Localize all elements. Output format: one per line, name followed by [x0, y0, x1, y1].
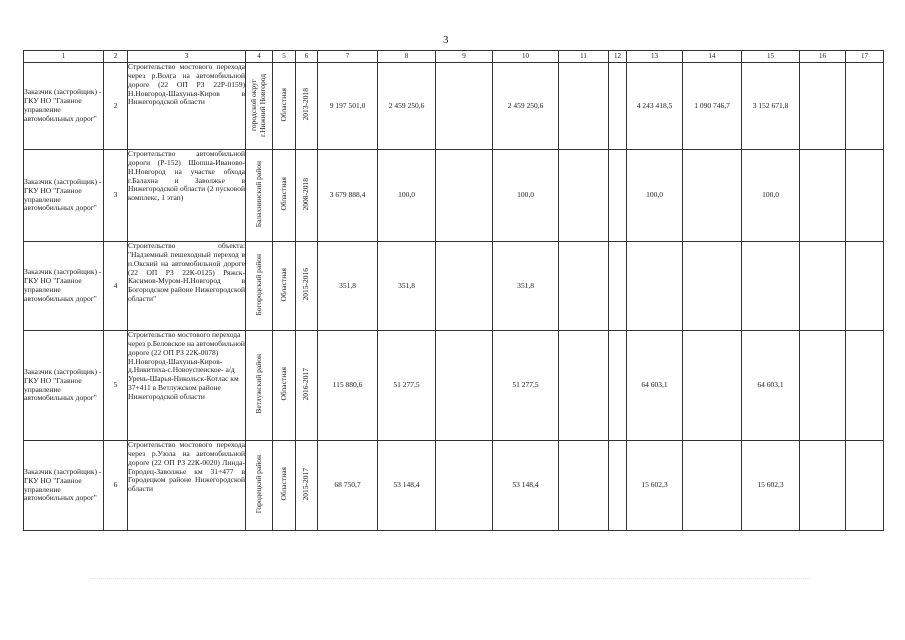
- value-cell-9: [436, 331, 493, 441]
- value-cell-15: 100,0: [742, 150, 800, 242]
- value-cell-15: 3 152 671,8: [742, 63, 800, 150]
- column-header-14: 14: [683, 51, 742, 63]
- row-number-cell: 5: [104, 331, 128, 441]
- district-cell: [246, 150, 273, 242]
- value-cell-7: 3 679 888,4: [318, 150, 378, 242]
- column-number-row: [24, 51, 884, 63]
- value-cell-7: 9 197 501,0: [318, 63, 378, 150]
- level-cell: [273, 150, 296, 242]
- district-cell: [246, 242, 273, 331]
- level-cell: [273, 331, 296, 441]
- customer-cell: Заказчик (застройщик) - ГКУ НО "Главное управление автомобильных дорог": [24, 150, 104, 242]
- value-cell-14: [683, 150, 742, 242]
- value-cell-13: 100,0: [627, 150, 683, 242]
- value-cell-16: [800, 150, 846, 242]
- value-cell-7: 68 750,7: [318, 441, 378, 531]
- table-row: [24, 242, 884, 331]
- column-header-2: 2: [104, 51, 128, 63]
- value-cell-17: [846, 331, 884, 441]
- level-cell: [273, 242, 296, 331]
- district-text: Богородский район: [253, 253, 263, 316]
- district-text: Балахнинский район: [253, 160, 263, 228]
- value-cell-10: 100,0: [493, 150, 559, 242]
- value-cell-17: [846, 63, 884, 150]
- column-header-6: 6: [296, 51, 318, 63]
- years-text: 2015-2017: [301, 467, 311, 501]
- years-text: 2015-2016: [301, 268, 311, 301]
- value-cell-11: [559, 331, 609, 441]
- level-cell: [273, 63, 296, 150]
- column-header-11: 11: [559, 51, 609, 63]
- value-cell-17: [846, 150, 884, 242]
- column-header-12: 12: [609, 51, 627, 63]
- value-cell-8: 100,0: [378, 150, 436, 242]
- value-cell-7: 351,8: [318, 242, 378, 331]
- value-cell-9: [436, 150, 493, 242]
- customer-cell: Заказчик (застройщик) - ГКУ НО "Главное управление автомобильных дорог": [24, 441, 104, 531]
- level-text: Областная: [278, 267, 288, 302]
- table-row: [24, 331, 884, 441]
- investment-table: [23, 50, 884, 531]
- value-cell-13: 15 602,3: [627, 441, 683, 531]
- district-text: Городецкий район: [253, 454, 263, 514]
- district-cell: [246, 441, 273, 531]
- table-row: [24, 150, 884, 242]
- value-cell-16: [800, 63, 846, 150]
- value-cell-7: 115 880,6: [318, 331, 378, 441]
- column-header-9: 9: [436, 51, 493, 63]
- value-cell-11: [559, 63, 609, 150]
- level-text: Областная: [278, 367, 288, 401]
- value-cell-8: 351,8: [378, 242, 436, 331]
- customer-cell: Заказчик (застройщик) - ГКУ НО "Главное управление автомобильных дорог": [24, 63, 104, 150]
- value-cell-14: 1 090 746,7: [683, 63, 742, 150]
- column-header-10: 10: [493, 51, 559, 63]
- row-number-cell: 2: [104, 63, 128, 150]
- column-header-5: 5: [273, 51, 296, 63]
- value-cell-13: 4 243 418,5: [627, 63, 683, 150]
- column-header-1: 1: [24, 51, 104, 63]
- column-header-17: 17: [846, 51, 884, 63]
- object-cell: Строительство автомобильной дороги (Р-152) Шопша-Иваново-Н.Новгород на участке обхода г.Балахна и Заволжье в Нижегородской области (2 пусковой комплекс, 1 этап): [128, 150, 246, 242]
- value-cell-17: [846, 242, 884, 331]
- table-row: [24, 441, 884, 531]
- value-cell-12: [609, 150, 627, 242]
- value-cell-13: 64 603,1: [627, 331, 683, 441]
- value-cell-13: [627, 242, 683, 331]
- object-cell: Строительство объекта: "Надземный пешеходный переход в п.Окский на автомобильной дороге (22 ОП РЗ 22К-0125) Ряжск-Касимов-Муром-Н.Новгород в Богородском районе Нижегородской области": [128, 242, 246, 331]
- value-cell-16: [800, 441, 846, 531]
- value-cell-8: 53 148,4: [378, 441, 436, 531]
- column-header-13: 13: [627, 51, 683, 63]
- value-cell-14: [683, 242, 742, 331]
- object-cell: Строительство мостового перехода через р.Беловское на автомобильной дороге (22 ОП РЗ 22К-0078) Н.Новгород-Шахунья-Киров-д.Никитиха-с.Новоуспенское- а/д Урень-Шарья-Никольск-Котлас км 37+411 в Ветлужском районе Нижегородской области: [128, 331, 246, 441]
- value-cell-9: [436, 242, 493, 331]
- customer-cell: Заказчик (застройщик) - ГКУ НО "Главное управление автомобильных дорог": [24, 242, 104, 331]
- level-text: Областная: [278, 177, 288, 211]
- years-cell: [296, 63, 318, 150]
- years-cell: [296, 150, 318, 242]
- value-cell-8: 2 459 250,6: [378, 63, 436, 150]
- value-cell-15: [742, 242, 800, 331]
- years-text: 2013-2018: [301, 88, 311, 121]
- district-text: городской округ г.Нижний Новгород: [249, 73, 267, 137]
- table-row: [24, 63, 884, 150]
- value-cell-10: 2 459 250,6: [493, 63, 559, 150]
- scan-artifact-line: [90, 578, 810, 579]
- value-cell-9: [436, 63, 493, 150]
- value-cell-12: [609, 441, 627, 531]
- column-header-3: 3: [128, 51, 246, 63]
- value-cell-16: [800, 331, 846, 441]
- years-cell: [296, 331, 318, 441]
- column-header-8: 8: [378, 51, 436, 63]
- years-cell: [296, 242, 318, 331]
- value-cell-12: [609, 63, 627, 150]
- value-cell-12: [609, 242, 627, 331]
- value-cell-11: [559, 242, 609, 331]
- column-header-4: 4: [246, 51, 273, 63]
- years-cell: [296, 441, 318, 531]
- column-header-15: 15: [742, 51, 800, 63]
- years-text: 2016-2017: [301, 367, 311, 401]
- value-cell-17: [846, 441, 884, 531]
- value-cell-14: [683, 441, 742, 531]
- column-header-7: 7: [318, 51, 378, 63]
- level-text: Областная: [278, 87, 288, 122]
- value-cell-15: 15 602,3: [742, 441, 800, 531]
- district-text: Ветлужский район: [253, 354, 263, 414]
- district-cell: [246, 63, 273, 150]
- row-number-cell: 4: [104, 242, 128, 331]
- value-cell-11: [559, 441, 609, 531]
- value-cell-15: 64 603,1: [742, 331, 800, 441]
- value-cell-9: [436, 441, 493, 531]
- value-cell-10: 53 148,4: [493, 441, 559, 531]
- value-cell-12: [609, 331, 627, 441]
- row-number-cell: 6: [104, 441, 128, 531]
- district-cell: [246, 331, 273, 441]
- row-number-cell: 3: [104, 150, 128, 242]
- customer-cell: Заказчик (застройщик) - ГКУ НО "Главное управление автомобильных дорог": [24, 331, 104, 441]
- column-header-16: 16: [800, 51, 846, 63]
- object-cell: Строительство мостового перехода через р.Волга на автомобильной дороге (22 ОП РЗ 22Р-0159) Н.Новгород-Шахунья-Киров в Нижегородской области: [128, 63, 246, 150]
- level-text: Областная: [278, 467, 288, 501]
- level-cell: [273, 441, 296, 531]
- value-cell-10: 351,8: [493, 242, 559, 331]
- page-number: 3: [443, 34, 449, 46]
- years-text: 2008-2018: [301, 177, 311, 211]
- object-cell: Строительство мостового перехода через р.Узола на автомобильной дороге (22 ОП РЗ 22К-0020) Линда-Городец-Заволжье км 31+477 в Городецком районе Нижегородской области: [128, 441, 246, 531]
- value-cell-14: [683, 331, 742, 441]
- value-cell-11: [559, 150, 609, 242]
- value-cell-16: [800, 242, 846, 331]
- value-cell-8: 51 277,5: [378, 331, 436, 441]
- value-cell-10: 51 277,5: [493, 331, 559, 441]
